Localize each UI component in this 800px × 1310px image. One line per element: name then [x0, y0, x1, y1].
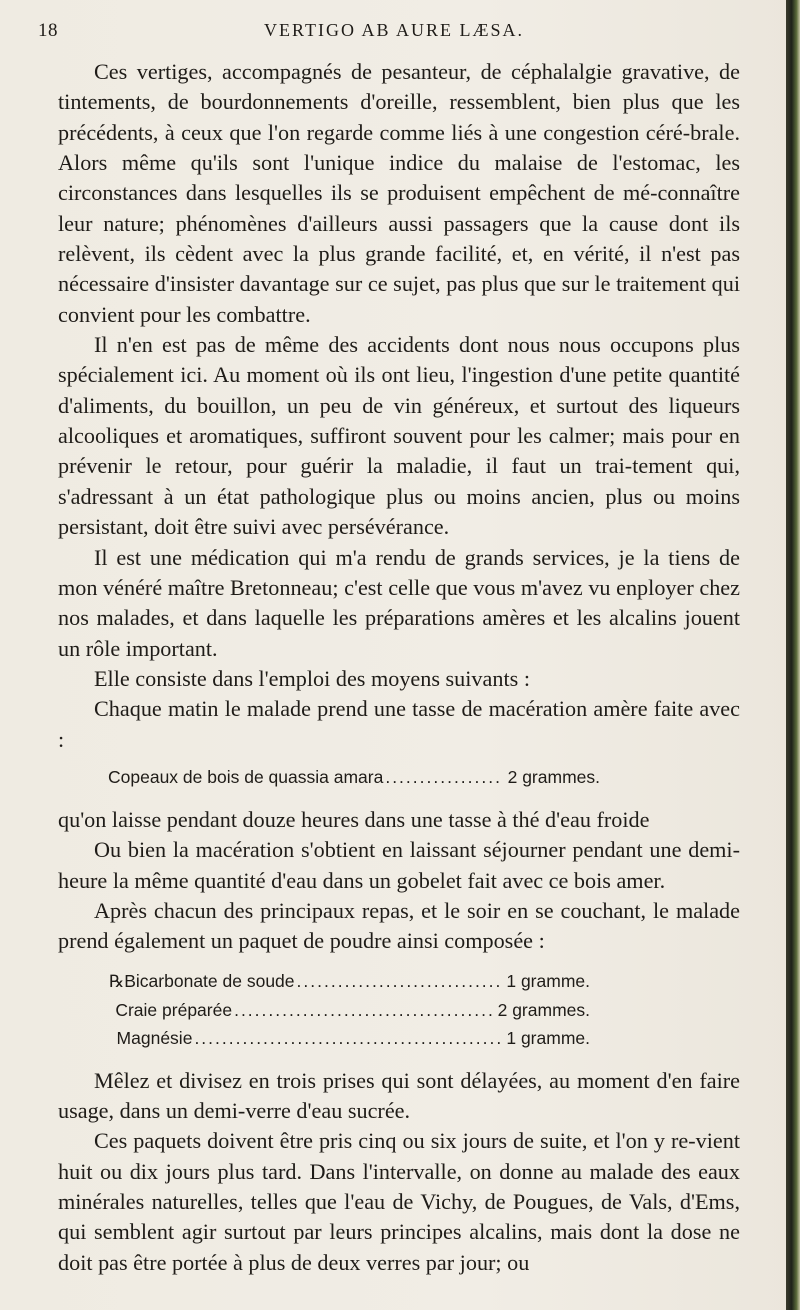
formula-line [58, 967, 740, 996]
paragraph: Mêlez et divisez en trois prises qui sont délayées, au moment d'en faire usage, dans un demi-verre d'eau sucrée. [58, 1067, 740, 1123]
formula-quantity: 1 gramme. [506, 970, 590, 991]
page-header [38, 20, 750, 50]
paragraph: Chaque matin le malade prend une tasse de macération amère faite avec : [58, 696, 740, 752]
formula-quantity: 2 grammes. [507, 766, 600, 787]
powder-formula [58, 967, 740, 1052]
leader-dots [194, 1024, 500, 1052]
paragraph: Elle consiste dans l'emploi des moyens suivants : [94, 665, 530, 691]
paragraph: Ou bien la macération s'obtient en laissant séjourner pendant une demi-heure la même quantité d'eau dans un gobelet fait avec ce bois amer. [58, 837, 740, 893]
formula-ingredient: Copeaux de bois de quassia amara [108, 766, 384, 787]
paragraph: Ces vertiges, accompagnés de pesanteur, de céphalalgie gravative, de tintements, de bourdonnements d'oreille, ressemblent, bien plus que les précédents, à ceux que l'on regarde comme liés à une congestion céré-brale. Alors même qu'ils sont l'unique indice du malaise de l'estomac, les circonstances dans lesquelles ils se produisent empêchent de mé-connaître leur nature; phénomènes d'ailleurs aussi passagers que la cause dont ils relèvent, ils cèdent avec la plus grande facilité, et, en vérité, il n'est pas nécessaire d'insister davantage sur ce sujet, pas plus que sur le traitement qui convient pour les combattre. [58, 59, 740, 327]
formula-quantity: 1 gramme. [506, 1027, 590, 1048]
paragraph: Après chacun des principaux repas, et le soir en se couchant, le malade prend également un paquet de poudre ainsi composée : [58, 897, 740, 954]
formula-line [58, 763, 740, 791]
paragraph: Il est une médication qui m'a rendu de grands services, je la tiens de mon vénéré maître Bretonneau; c'est celle que vous m'avez vu enployer chez nos malades, et dans laquelle les préparations amères et les alcalins jouent un rôle important. [58, 544, 740, 661]
leader-dots [297, 967, 501, 995]
formula-line [58, 996, 740, 1024]
formula-ingredient: Craie préparée [115, 999, 233, 1020]
paragraph: Il n'en est pas de même des accidents dont nous nous occupons plus spécialement ici. Au moment où ils ont lieu, l'ingestion d'une petite quantité d'aliments, du bouillon, un peu de vin généreux, et surtout des liqueurs alcooliques et aromatiques, suffiront souvent pour les calmer; mais pour en prévenir le retour, pour guérir la maladie, il faut un trai-tement qui, s'adressant à un état pathologique plus ou moins ancien, plus ou moins persistant, doit être suivi avec persévérance. [58, 332, 740, 540]
running-title: VERTIGO AB AURE LÆSA. [264, 20, 524, 40]
leader-dots [234, 996, 492, 1024]
paragraph: qu'on laisse pendant douze heures dans une tasse à thé d'eau froide [58, 806, 650, 832]
body-text [58, 57, 740, 1278]
formula-ingredient: Bicarbonate de soude [124, 970, 295, 991]
formula-ingredient: Magnésie [116, 1027, 193, 1048]
leader-dots [385, 763, 501, 791]
paragraph: Ces paquets doivent être pris cinq ou six jours de suite, et l'on y re-vient huit ou dix jours plus tard. Dans l'intervalle, on donne au malade des eaux minérales naturelles, telles que l'eau de Vichy, de Pougues, de Vals, d'Ems, qui semblent agir surtout par leurs principes alcalins, mais dont la dose ne doit pas être portée à plus de deux verres par jour; ou [58, 1128, 740, 1275]
recipe-symbol-icon: ℞ [109, 971, 125, 992]
formula-quantity: 2 grammes. [497, 999, 590, 1020]
formula-line [58, 1024, 740, 1052]
page-number: 18 [38, 20, 58, 41]
maceration-formula [58, 763, 740, 791]
book-binding-edge [786, 0, 800, 1310]
